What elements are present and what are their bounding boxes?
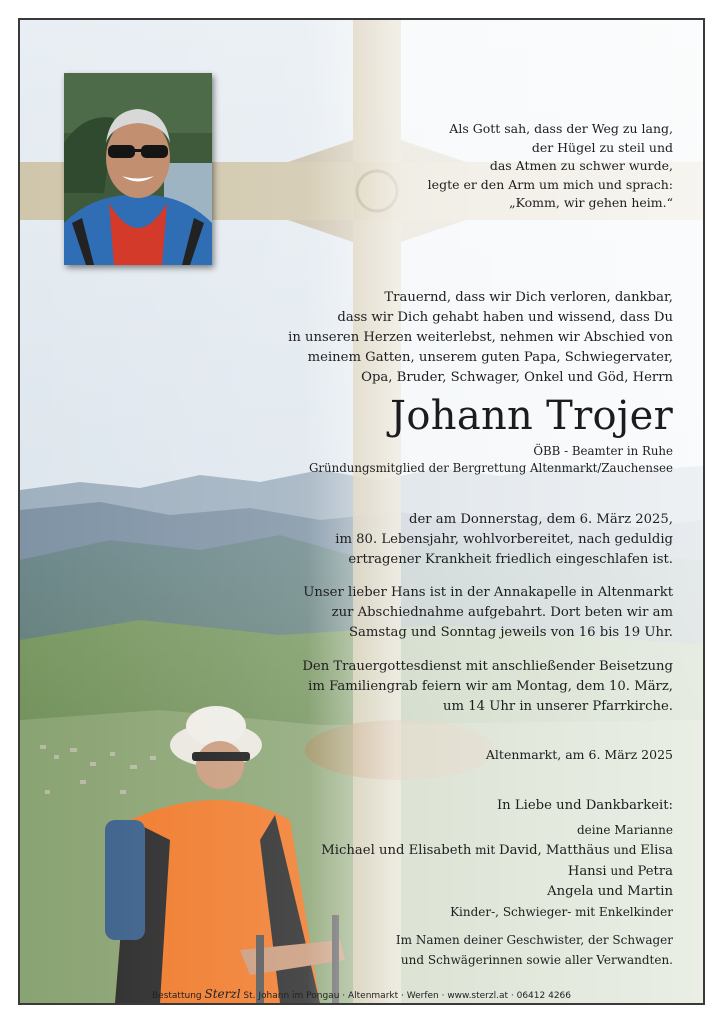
closing-text: In Liebe und Dankbarkeit:: [496, 798, 673, 813]
family-name: Hansi: [567, 864, 607, 879]
undertaker-footer: [20, 987, 703, 1001]
poem-line: „Komm, wir gehen heim.“: [509, 195, 673, 210]
portrait-photo: [64, 73, 212, 265]
intro-line: meinem Gatten, unserem guten Papa, Schwiegervater,: [307, 350, 673, 365]
funeral-line: im Familiengrab feiern wir am Montag, dem 10. März,: [308, 679, 673, 694]
intro-line: dass wir Dich gehabt haben und wissend, dass Du: [337, 310, 673, 325]
family-connector: und: [606, 864, 638, 878]
funeral-line: Den Trauergottesdienst mit anschließender Beisetzung: [302, 659, 673, 674]
family-line-angela: Angela und Martin: [547, 884, 673, 899]
wake-line: Samstag und Sonntag jeweils von 16 bis 19 Uhr.: [348, 625, 673, 640]
deceased-title: ÖBB - Beamter in Ruhe: [533, 444, 673, 458]
family-name: David, Matthäus: [499, 843, 610, 858]
wake-notice: [253, 583, 673, 643]
poem-line: der Hügel zu steil und: [531, 139, 673, 155]
death-line: im 80. Lebensjahr, wohlvorbereitet, nach geduldig: [335, 532, 673, 547]
poem: [343, 120, 673, 213]
poem-line: legte er den Arm um mich und sprach:: [427, 176, 673, 192]
obituary-frame: [18, 18, 705, 1005]
family-line-hansi: [273, 861, 673, 882]
funeral-notice: [253, 657, 673, 717]
deceased-name: Johann Trojer: [390, 393, 673, 439]
family-line-grandchildren: Kinder-, Schwieger- mit Enkelkinder: [450, 905, 673, 919]
family-line-siblings: Im Namen deiner Geschwister, der Schwager: [395, 933, 673, 947]
death-line: ertragener Krankheit friedlich eingeschlafen ist.: [348, 552, 673, 567]
family-connector: und: [609, 843, 641, 857]
family-line-children: [273, 840, 673, 861]
footer-contact: St. Johann im Pongau · Altenmarkt · Werfen · www.sterzl.at · 06412 4266: [243, 991, 571, 1001]
intro-line: Trauernd, dass wir Dich verloren, dankbar,: [384, 290, 673, 305]
family-line-relatives: und Schwägerinnen sowie aller Verwandten.: [400, 953, 673, 967]
death-line: der am Donnerstag, dem 6. März 2025,: [409, 512, 673, 527]
wake-line: Unser lieber Hans ist in der Annakapelle in Altenmarkt: [303, 585, 673, 600]
family-name: Petra: [637, 864, 673, 879]
family-connector: mit: [471, 843, 499, 857]
family-name: Elisa: [640, 843, 673, 858]
intro-line: Opa, Bruder, Schwager, Onkel und Göd, Herrn: [361, 370, 673, 385]
intro-line: in unseren Herzen weiterlebst, nehmen wir Abschied von: [288, 330, 673, 345]
deceased-membership: Gründungsmitglied der Bergrettung Altenmarkt/Zauchensee: [308, 461, 673, 475]
family-list: [273, 820, 673, 970]
family-wife: deine Marianne: [577, 823, 673, 837]
footer-prefix: Bestattung: [151, 991, 202, 1001]
wake-line: zur Abschiednahme aufgebahrt. Dort beten wir am: [331, 605, 673, 620]
undertaker-logo: Sterzl: [204, 987, 241, 1001]
family-name: Michael und Elisabeth: [321, 843, 472, 858]
intro-text: [253, 288, 673, 388]
death-notice: [253, 510, 673, 570]
poem-line: Als Gott sah, dass der Weg zu lang,: [449, 121, 673, 136]
funeral-line: um 14 Uhr in unserer Pfarrkirche.: [443, 699, 673, 714]
place-date: Altenmarkt, am 6. März 2025: [485, 747, 673, 762]
poem-line: das Atmen zu schwer wurde,: [489, 158, 673, 173]
